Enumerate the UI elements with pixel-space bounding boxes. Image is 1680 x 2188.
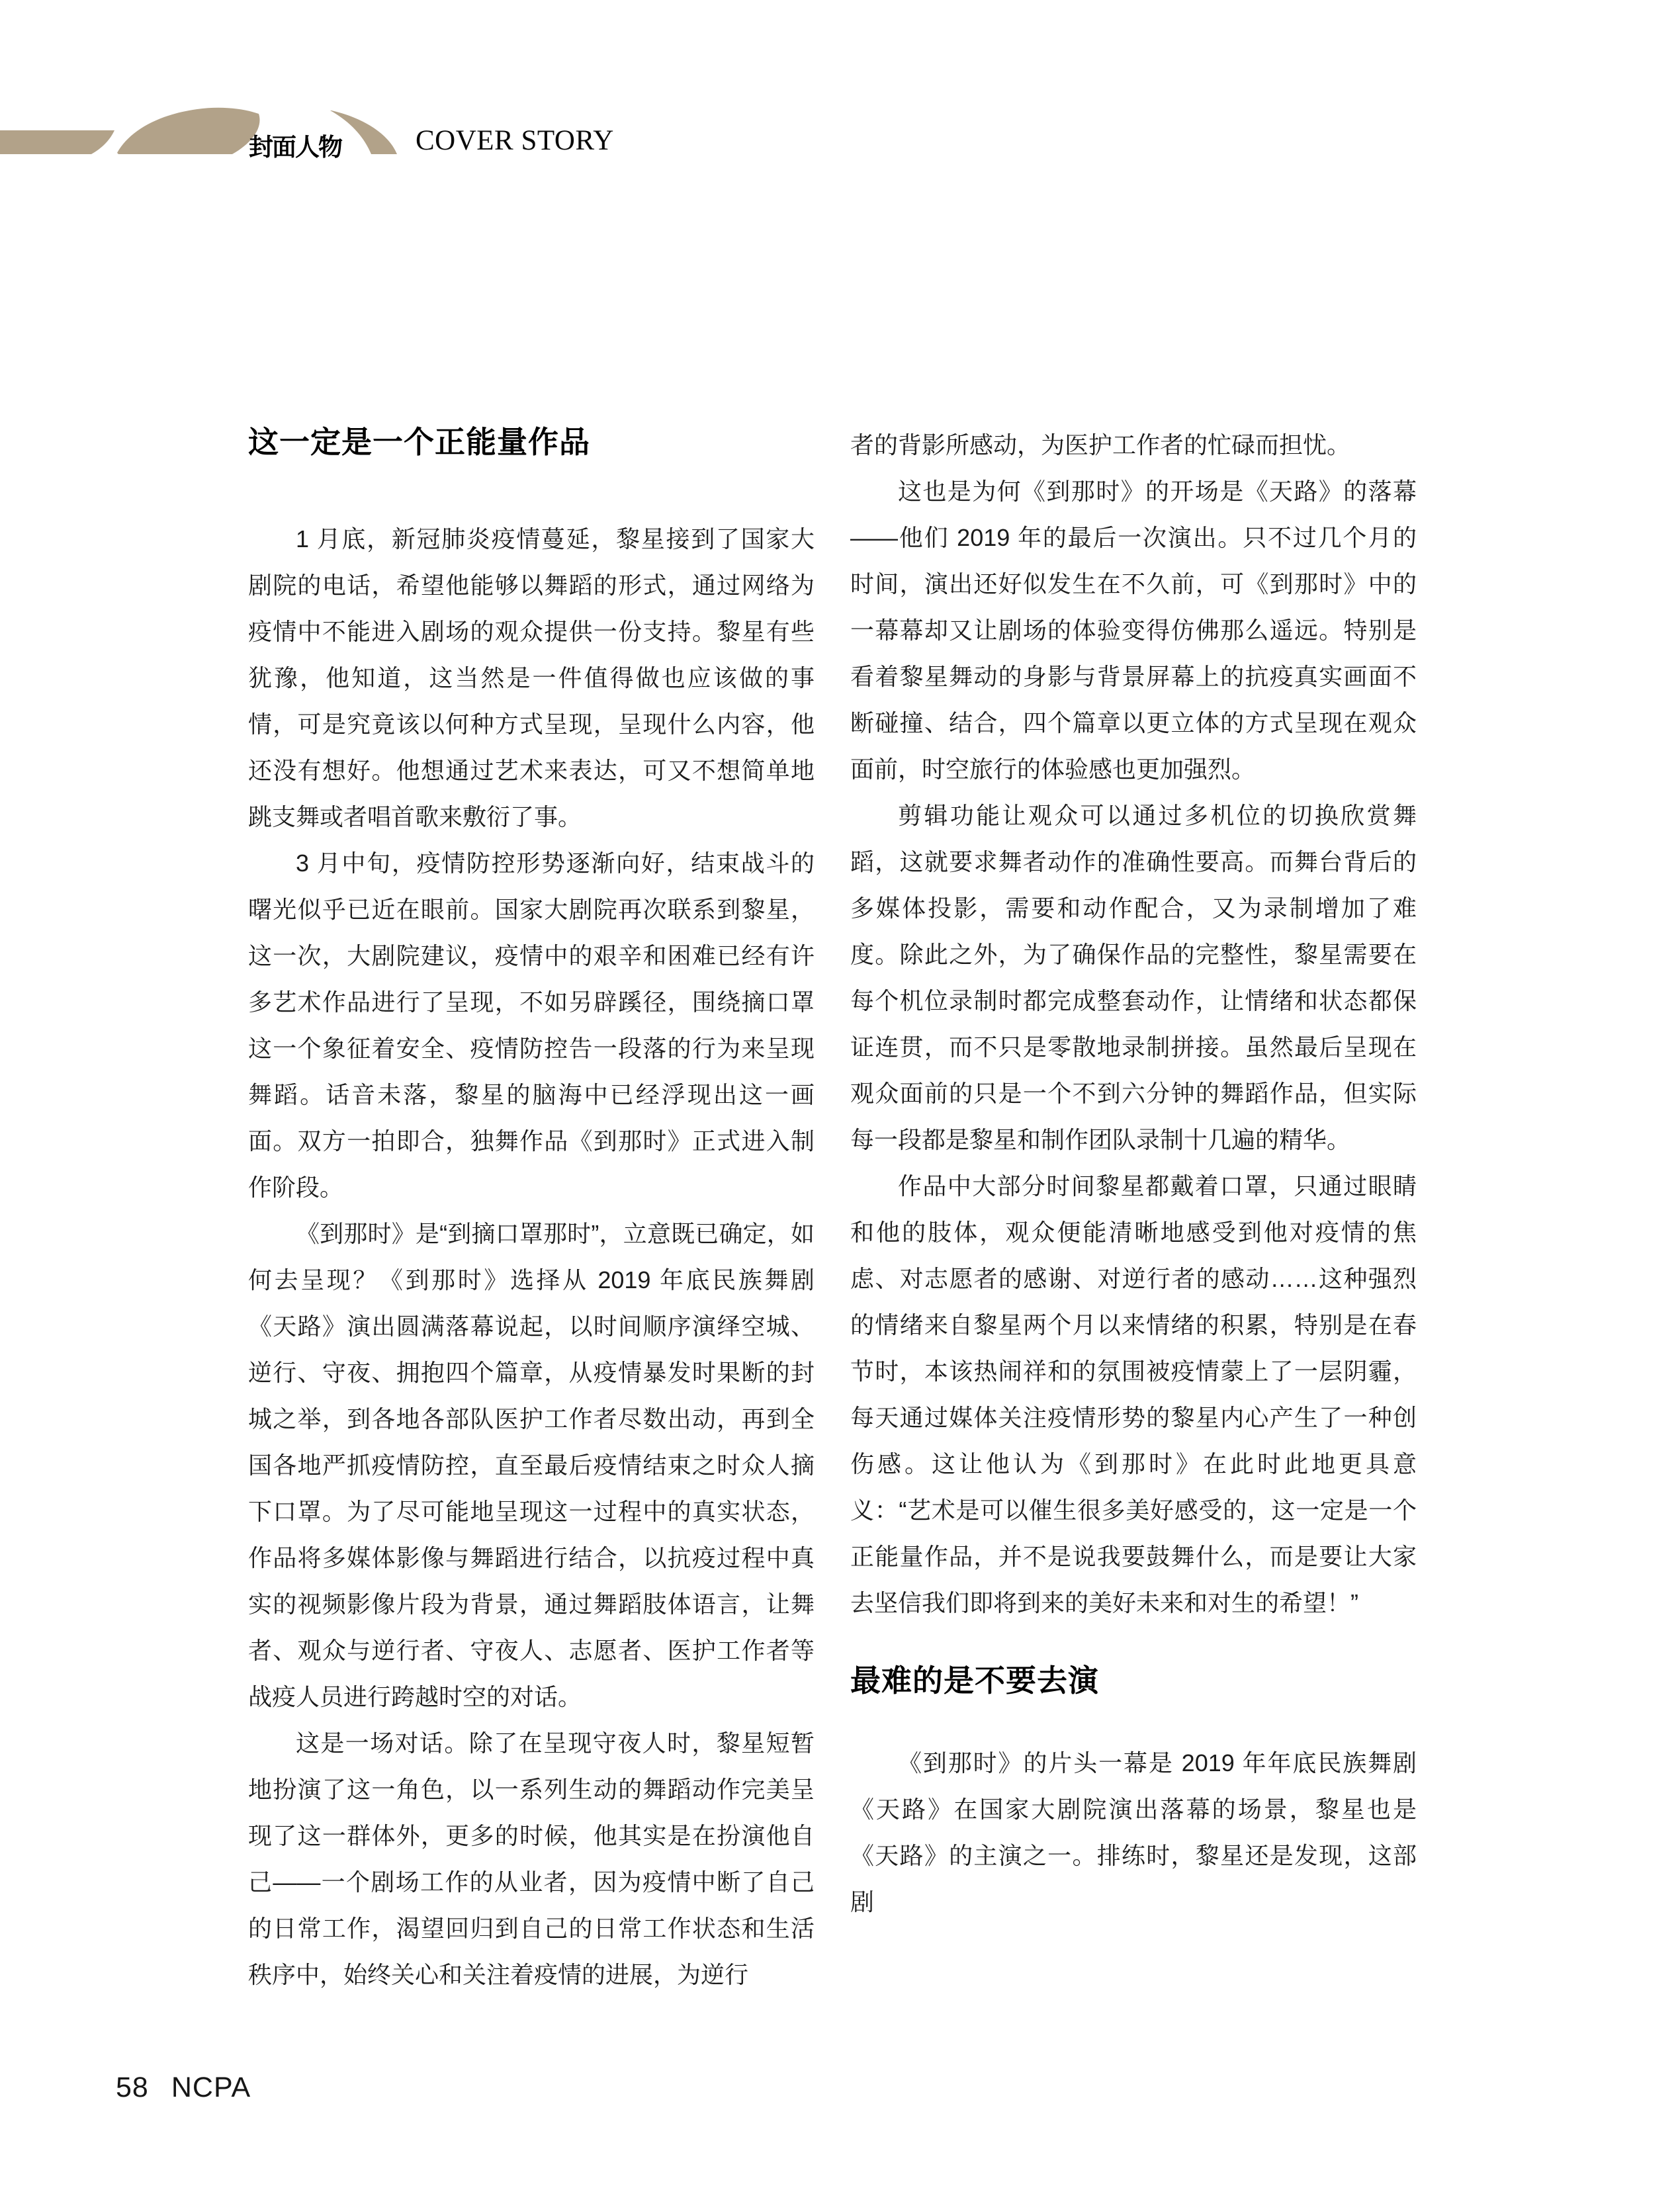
- article-paragraph: 作品中大部分时间黎星都戴着口罩，只通过眼睛和他的肢体，观众便能清晰地感受到他对疫情的焦虑、对志愿者的感谢、对逆行者的感动……这种强烈的情绪来自黎星两个月以来情绪的积累，特别是在春节时，本该热闹祥和的氛围被疫情蒙上了一层阴霾，每天通过媒体关注疫情形势的黎星内心产生了一种创伤感。这让他认为《到那时》在此时此地更具意义：“艺术是可以催生很多美好感受的，这一定是一个正能量作品，并不是说我要鼓舞什么，而是要让大家去坚信我们即将到来的美好未来和对生的希望！”: [850, 1172, 1417, 1616]
- article-paragraph: 这也是为何《到那时》的开场是《天路》的落幕——他们 2019 年的最后一次演出。只不过几个月的时间，演出还好似发生在不久前，可《到那时》中的一幕幕却又让剧场的体验变得仿佛那么遥远。特别是看着黎星舞动的身影与背景屏幕上的抗疫真实画面不断碰撞、结合，四个篇章以更立体的方式呈现在观众面前，时空旅行的体验感也更加强烈。: [850, 478, 1417, 783]
- article-column-right: [850, 422, 1417, 1925]
- article-paragraph: 《到那时》的片头一幕是 2019 年年底民族舞剧《天路》在国家大剧院演出落幕的场景，黎星也是《天路》的主演之一。排练时，黎星还是发现，这部剧: [850, 1749, 1417, 1915]
- article-paragraph-continuation: 者的背影所感动，为医护工作者的忙碌而担忧。: [850, 431, 1351, 459]
- header-bar-shape: [0, 130, 114, 154]
- section-title-chinese: 封面人物: [249, 134, 341, 161]
- article-heading-hardest-not-to-act: 最难的是不要去演: [850, 1663, 1099, 1698]
- article-heading-positive-energy: 这一定是一个正能量作品: [248, 425, 590, 459]
- article-paragraph: 1 月底，新冠肺炎疫情蔓延，黎星接到了国家大剧院的电话，希望他能够以舞蹈的形式，通过网络为疫情中不能进入剧场的观众提供一份支持。黎星有些犹豫，他知道，这当然是一件值得做也应该做的事情，可是究竟该以何种方式呈现，呈现什么内容，他还没有想好。他想通过艺术来表达，可又不想简单地跳支舞或者唱首歌来敷衍了事。: [248, 525, 815, 830]
- page-number: 58: [116, 2072, 149, 2103]
- header-leaf-shape: [117, 108, 260, 154]
- article-paragraph: 剪辑功能让观众可以通过多机位的切换欣赏舞蹈，这就要求舞者动作的准确性要高。而舞台背后的多媒体投影，需要和动作配合，又为录制增加了难度。除此之外，为了确保作品的完整性，黎星需要在每个机位录制时都完成整套动作，让情绪和状态都保证连贯，而不只是零散地录制拼接。虽然最后呈现在观众面前的只是一个不到六分钟的舞蹈作品，但实际每一段都是黎星和制作团队录制十几遍的精华。: [850, 802, 1417, 1153]
- section-title-english: COVER STORY: [416, 125, 614, 156]
- article-column-left: [248, 425, 815, 1998]
- page-footer: [116, 2072, 251, 2104]
- article-paragraph: 这是一场对话。除了在呈现守夜人时，黎星短暂地扮演了这一角色，以一系列生动的舞蹈动作完美呈现了这一群体外，更多的时候，他其实是在扮演他自己——一个剧场工作的从业者，因为疫情中断了自己的日常工作，渴望回归到自己的日常工作状态和生活秩序中，始终关心和关注着疫情的进展，为逆行: [248, 1729, 815, 1988]
- brand-name: NCPA: [171, 2072, 251, 2103]
- article-paragraph: 《到那时》是“到摘口罩那时”，立意既已确定，如何去呈现？《到那时》选择从 2019 年底民族舞剧《天路》演出圆满落幕说起，以时间顺序演绎空城、逆行、守夜、拥抱四个篇章，从疫情暴发时果断的封城之举，到各地各部队医护工作者尽数出动，再到全国各地严抓疫情防控，直至最后疫情结束之时众人摘下口罩。为了尽可能地呈现这一过程中的真实状态，作品将多媒体影像与舞蹈进行结合，以抗疫过程中真实的视频影像片段为背景，通过舞蹈肢体语言，让舞者、观众与逆行者、守夜人、志愿者、医护工作者等战疫人员进行跨越时空的对话。: [248, 1220, 815, 1710]
- article-paragraph: 3 月中旬，疫情防控形势逐渐向好，结束战斗的曙光似乎已近在眼前。国家大剧院再次联系到黎星，这一次，大剧院建议，疫情中的艰辛和困难已经有许多艺术作品进行了呈现，不如另辟蹊径，围绕摘口罩这一个象征着安全、疫情防控告一段落的行为来呈现舞蹈。话音未落，黎星的脑海中已经浮现出这一画面。双方一拍即合，独舞作品《到那时》正式进入制作阶段。: [248, 850, 815, 1201]
